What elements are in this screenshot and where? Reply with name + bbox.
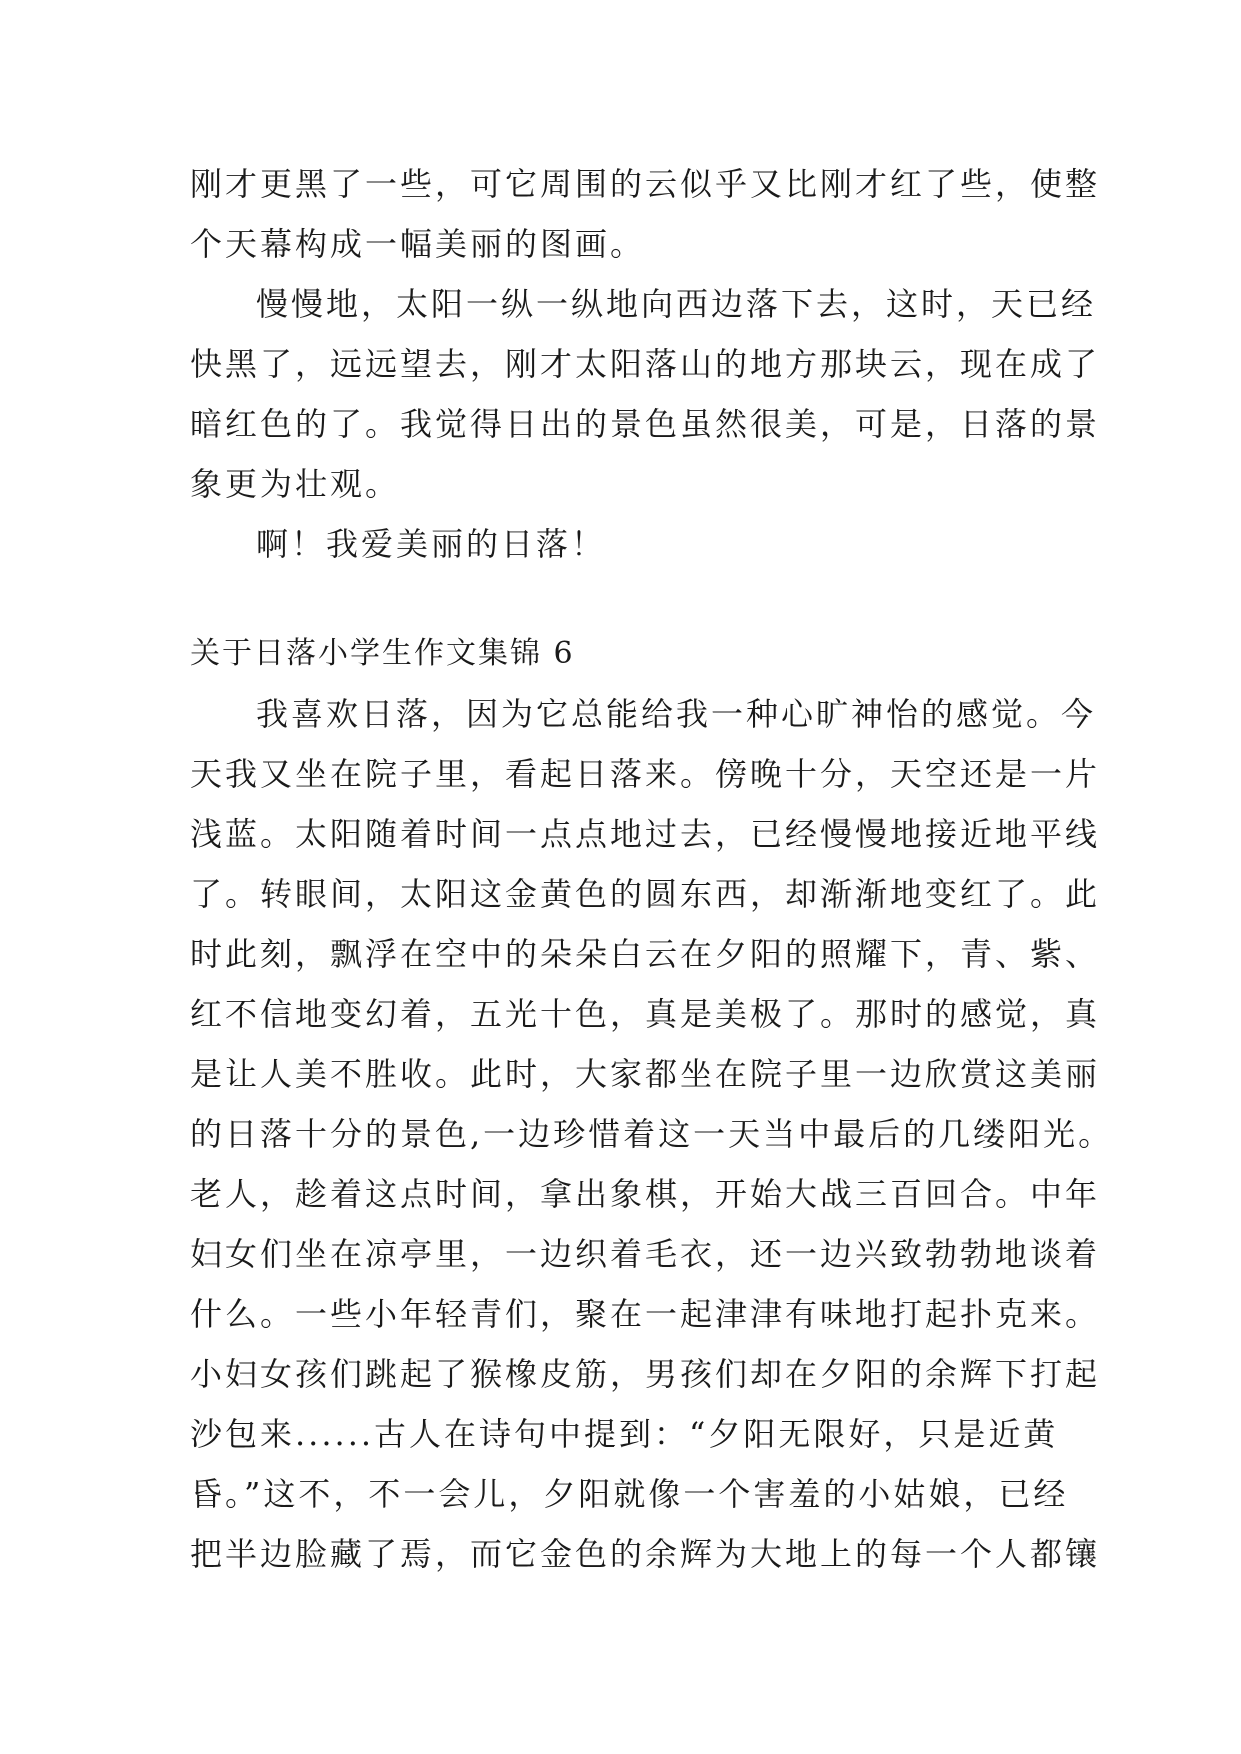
paragraph-line: 红不信地变幻着，五光十色，真是美极了。那时的感觉，真 xyxy=(190,995,1101,1033)
paragraph-line: 慢慢地，太阳一纵一纵地向西边落下去，这时，天已经 xyxy=(256,285,1097,323)
paragraph-line: 象更为壮观。 xyxy=(190,465,401,503)
paragraph-line: 个天幕构成一幅美丽的图画。 xyxy=(190,225,646,263)
paragraph-line: 了。转眼间，太阳这金黄色的圆东西，却渐渐地变红了。此 xyxy=(190,875,1101,913)
paragraph-line: 是让人美不胜收。此时，大家都坐在院子里一边欣赏这美丽 xyxy=(190,1055,1101,1093)
paragraph-line: 时此刻，飘浮在空中的朵朵白云在夕阳的照耀下，青、紫、 xyxy=(190,935,1101,973)
paragraph-line: 刚才更黑了一些，可它周围的云似乎又比刚才红了些，使整 xyxy=(190,165,1101,203)
paragraph-line: 把半边脸藏了焉，而它金色的余辉为大地上的每一个人都镶 xyxy=(190,1535,1101,1573)
paragraph-line: 天我又坐在院子里，看起日落来。傍晚十分，天空还是一片 xyxy=(190,755,1101,793)
paragraph-line: 沙包来......古人在诗句中提到：“夕阳无限好，只是近黄 xyxy=(190,1415,1059,1453)
paragraph-line: 浅蓝。太阳随着时间一点点地过去，已经慢慢地接近地平线 xyxy=(190,815,1101,853)
paragraph-line: 什么。一些小年轻青们，聚在一起津津有味地打起扑克来。 xyxy=(190,1295,1101,1333)
paragraph-line: 快黑了，远远望去，刚才太阳落山的地方那块云，现在成了 xyxy=(190,345,1101,383)
paragraph-line: 我喜欢日落，因为它总能给我一种心旷神怡的感觉。今 xyxy=(256,695,1097,733)
paragraph-line: 昏。”这不，不一会儿，夕阳就像一个害羞的小姑娘，已经 xyxy=(190,1475,1069,1513)
paragraph-line: 啊！我爱美丽的日落！ xyxy=(256,525,607,563)
paragraph-line: 的日落十分的景色,一边珍惜着这一天当中最后的几缕阳光。 xyxy=(190,1115,1114,1153)
paragraph-line: 老人，趁着这点时间，拿出象棋，开始大战三百回合。中年 xyxy=(190,1175,1101,1213)
paragraph-line: 暗红色的了。我觉得日出的景色虽然很美，可是，日落的景 xyxy=(190,405,1101,443)
paragraph-line: 妇女们坐在凉亭里，一边织着毛衣，还一边兴致勃勃地谈着 xyxy=(190,1235,1101,1273)
section-title: 关于日落小学生作文集锦 6 xyxy=(190,636,575,671)
paragraph-line: 小妇女孩们跳起了猴橡皮筋，男孩们却在夕阳的余辉下打起 xyxy=(190,1355,1101,1393)
